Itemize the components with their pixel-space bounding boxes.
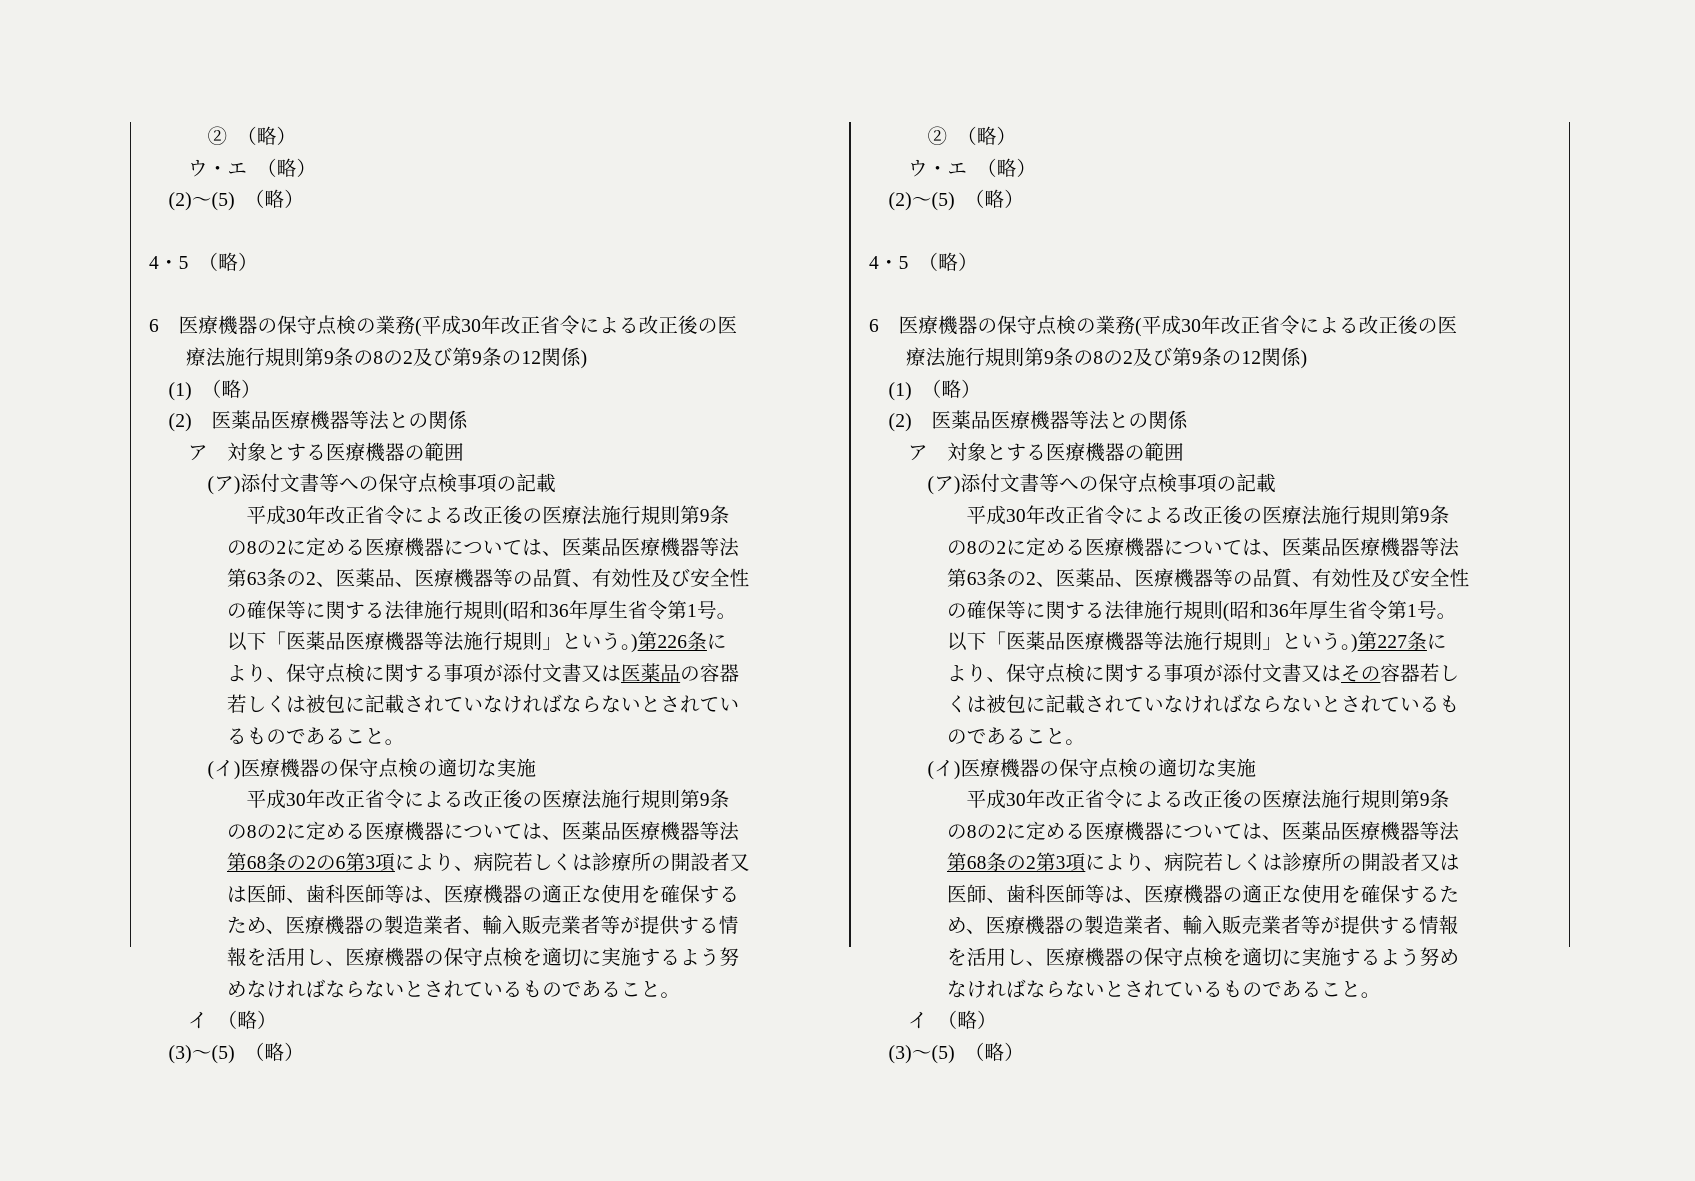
two-column-comparison bbox=[130, 122, 1570, 1064]
text-run: 若しくは被包に記載されていなければならないとされてい bbox=[227, 695, 740, 717]
blank-line bbox=[869, 217, 1551, 249]
text-line bbox=[188, 438, 831, 470]
text-run: ア 対象とする医療機器の範囲 bbox=[908, 442, 1184, 464]
text-run: (2)～(5) （略） bbox=[168, 190, 304, 212]
text-line bbox=[947, 880, 1551, 912]
text-line bbox=[227, 975, 831, 1007]
text-run: により、病院若しくは診療所の開設者又 bbox=[394, 853, 750, 875]
text-run: めなければならないとされているものであること。 bbox=[227, 979, 681, 1001]
text-run: 4・5 （略） bbox=[869, 253, 978, 275]
text-run: (3)～(5) （略） bbox=[888, 1042, 1024, 1064]
text-line bbox=[869, 311, 1551, 343]
text-line bbox=[908, 1006, 1551, 1038]
text-run: を活用し、医療機器の保守点検を適切に実施するよう努め bbox=[947, 948, 1460, 970]
text-run: 以下「医薬品医療機器等法施行規則」という。) bbox=[947, 632, 1358, 654]
text-line bbox=[947, 785, 1551, 817]
amended-text: その bbox=[1341, 663, 1381, 685]
document-column-left bbox=[130, 122, 850, 1064]
text-line bbox=[169, 185, 832, 217]
text-line bbox=[947, 533, 1551, 565]
text-run: 4・5 （略） bbox=[149, 253, 258, 275]
text-run: イ （略） bbox=[908, 1011, 997, 1033]
text-line bbox=[227, 564, 831, 596]
text-run: の確保等に関する法律施行規則(昭和36年厚生省令第1号。 bbox=[227, 600, 737, 622]
text-run: 平成30年改正省令による改正後の医療法施行規則第9条 bbox=[246, 790, 730, 812]
text-run: (3)～(5) （略） bbox=[168, 1042, 304, 1064]
text-line bbox=[227, 533, 831, 565]
text-run: 第63条の2、医薬品、医療機器等の品質、有効性及び安全性 bbox=[947, 569, 1470, 591]
text-line bbox=[227, 943, 831, 975]
amended-text: 第68条の2第3項 bbox=[947, 853, 1086, 875]
text-run: ため、医療機器の製造業者、輸入販売業者等が提供する情 bbox=[227, 916, 739, 938]
text-line bbox=[227, 722, 831, 754]
text-line bbox=[227, 690, 831, 722]
text-run: なければならないとされているものであること。 bbox=[947, 979, 1381, 1001]
amended-text: 第68条の2の6第3項 bbox=[227, 853, 395, 875]
text-line bbox=[889, 406, 1552, 438]
text-line bbox=[227, 501, 831, 533]
text-line bbox=[169, 406, 832, 438]
text-line bbox=[227, 659, 831, 691]
text-line bbox=[928, 469, 1552, 501]
text-run: の確保等に関する法律施行規則(昭和36年厚生省令第1号。 bbox=[947, 600, 1457, 622]
text-line bbox=[227, 627, 831, 659]
document-column-right bbox=[850, 122, 1570, 1064]
text-line bbox=[908, 154, 1551, 186]
text-run: ② （略） bbox=[927, 127, 1017, 148]
text-run: (イ)医療機器の保守点検の適切な実施 bbox=[207, 758, 537, 780]
text-run: より、保守点検に関する事項が添付文書又は bbox=[947, 663, 1342, 685]
text-line bbox=[928, 122, 1552, 154]
text-run: より、保守点検に関する事項が添付文書又は bbox=[227, 663, 622, 685]
text-line bbox=[169, 375, 832, 407]
text-line bbox=[188, 1006, 831, 1038]
text-line bbox=[169, 1038, 832, 1070]
text-run: の8の2に定める医療機器については、医薬品医療機器等法 bbox=[227, 537, 740, 559]
text-line bbox=[947, 975, 1551, 1007]
text-run: 以下「医薬品医療機器等法施行規則」という。) bbox=[227, 632, 638, 654]
text-line bbox=[889, 185, 1552, 217]
text-line bbox=[947, 659, 1551, 691]
text-line bbox=[227, 880, 831, 912]
text-run: 医師、歯科医師等は、医療機器の適正な使用を確保するた bbox=[947, 884, 1460, 906]
text-line bbox=[947, 943, 1551, 975]
text-run: 平成30年改正省令による改正後の医療法施行規則第9条 bbox=[966, 505, 1450, 527]
text-line bbox=[947, 564, 1551, 596]
text-line bbox=[947, 596, 1551, 628]
text-run: (1) （略） bbox=[888, 379, 981, 401]
text-run: 療法施行規則第9条の8の2及び第9条の12関係) bbox=[906, 348, 1308, 370]
text-run: (2) 医薬品医療機器等法との関係 bbox=[888, 411, 1188, 433]
text-run: ウ・エ （略） bbox=[908, 158, 1037, 180]
text-run: 第63条の2、医薬品、医療機器等の品質、有効性及び安全性 bbox=[227, 569, 750, 591]
blank-line bbox=[149, 217, 831, 249]
text-line bbox=[149, 248, 831, 280]
text-run: (1) （略） bbox=[168, 379, 261, 401]
text-line bbox=[227, 596, 831, 628]
text-run: の8の2に定める医療機器については、医薬品医療機器等法 bbox=[947, 537, 1460, 559]
text-run: るものであること。 bbox=[227, 726, 405, 748]
text-run: ア 対象とする医療機器の範囲 bbox=[188, 442, 464, 464]
text-run: 報を活用し、医療機器の保守点検を適切に実施するよう努 bbox=[227, 948, 740, 970]
text-run: の8の2に定める医療機器については、医薬品医療機器等法 bbox=[947, 821, 1460, 843]
text-run: め、医療機器の製造業者、輸入販売業者等が提供する情報 bbox=[947, 916, 1459, 938]
text-line bbox=[906, 343, 1551, 375]
text-line bbox=[227, 911, 831, 943]
text-line bbox=[947, 817, 1551, 849]
text-line bbox=[227, 785, 831, 817]
text-run: 平成30年改正省令による改正後の医療法施行規則第9条 bbox=[246, 505, 730, 527]
text-run: の8の2に定める医療機器については、医薬品医療機器等法 bbox=[227, 821, 740, 843]
text-run: くは被包に記載されていなければならないとされているも bbox=[947, 695, 1460, 717]
text-line bbox=[188, 154, 831, 186]
text-run: (ア)添付文書等への保守点検事項の記載 bbox=[207, 474, 556, 496]
text-line bbox=[149, 311, 831, 343]
text-run: 平成30年改正省令による改正後の医療法施行規則第9条 bbox=[966, 790, 1450, 812]
text-line bbox=[947, 501, 1551, 533]
text-line bbox=[869, 248, 1551, 280]
text-run: に bbox=[706, 632, 727, 654]
text-run: の容器 bbox=[680, 663, 740, 685]
text-run: のであること。 bbox=[947, 726, 1085, 748]
text-line bbox=[928, 754, 1552, 786]
text-line bbox=[208, 469, 832, 501]
text-run: ウ・エ （略） bbox=[188, 158, 317, 180]
text-run: (イ)医療機器の保守点検の適切な実施 bbox=[927, 758, 1257, 780]
amended-text: 第227条 bbox=[1357, 632, 1427, 654]
text-run: 6 医療機器の保守点検の業務(平成30年改正省令による改正後の医 bbox=[869, 316, 1458, 338]
text-run: 容器若し bbox=[1380, 663, 1460, 685]
text-line bbox=[908, 438, 1551, 470]
text-run: (2)～(5) （略） bbox=[888, 190, 1024, 212]
text-line bbox=[889, 375, 1552, 407]
text-line bbox=[947, 690, 1551, 722]
text-line bbox=[889, 1038, 1552, 1070]
text-run: により、病院若しくは診療所の開設者又は bbox=[1085, 853, 1460, 875]
blank-line bbox=[149, 280, 831, 312]
text-line bbox=[208, 122, 832, 154]
amended-text: 第226条 bbox=[637, 632, 707, 654]
text-run: ② （略） bbox=[207, 127, 297, 148]
text-line bbox=[947, 627, 1551, 659]
text-line bbox=[227, 817, 831, 849]
blank-line bbox=[869, 280, 1551, 312]
text-run: は医師、歯科医師等は、医療機器の適正な使用を確保する bbox=[227, 884, 740, 906]
text-run: に bbox=[1426, 632, 1447, 654]
text-run: 6 医療機器の保守点検の業務(平成30年改正省令による改正後の医 bbox=[149, 316, 738, 338]
amended-text: 医薬品 bbox=[621, 663, 681, 685]
text-run: (2) 医薬品医療機器等法との関係 bbox=[168, 411, 468, 433]
text-line bbox=[186, 343, 831, 375]
text-line bbox=[227, 848, 831, 880]
text-line bbox=[208, 754, 832, 786]
text-run: 療法施行規則第9条の8の2及び第9条の12関係) bbox=[186, 348, 588, 370]
text-run: (ア)添付文書等への保守点検事項の記載 bbox=[927, 474, 1276, 496]
text-run: イ （略） bbox=[188, 1011, 277, 1033]
text-line bbox=[947, 911, 1551, 943]
text-line bbox=[947, 722, 1551, 754]
text-line bbox=[947, 848, 1551, 880]
